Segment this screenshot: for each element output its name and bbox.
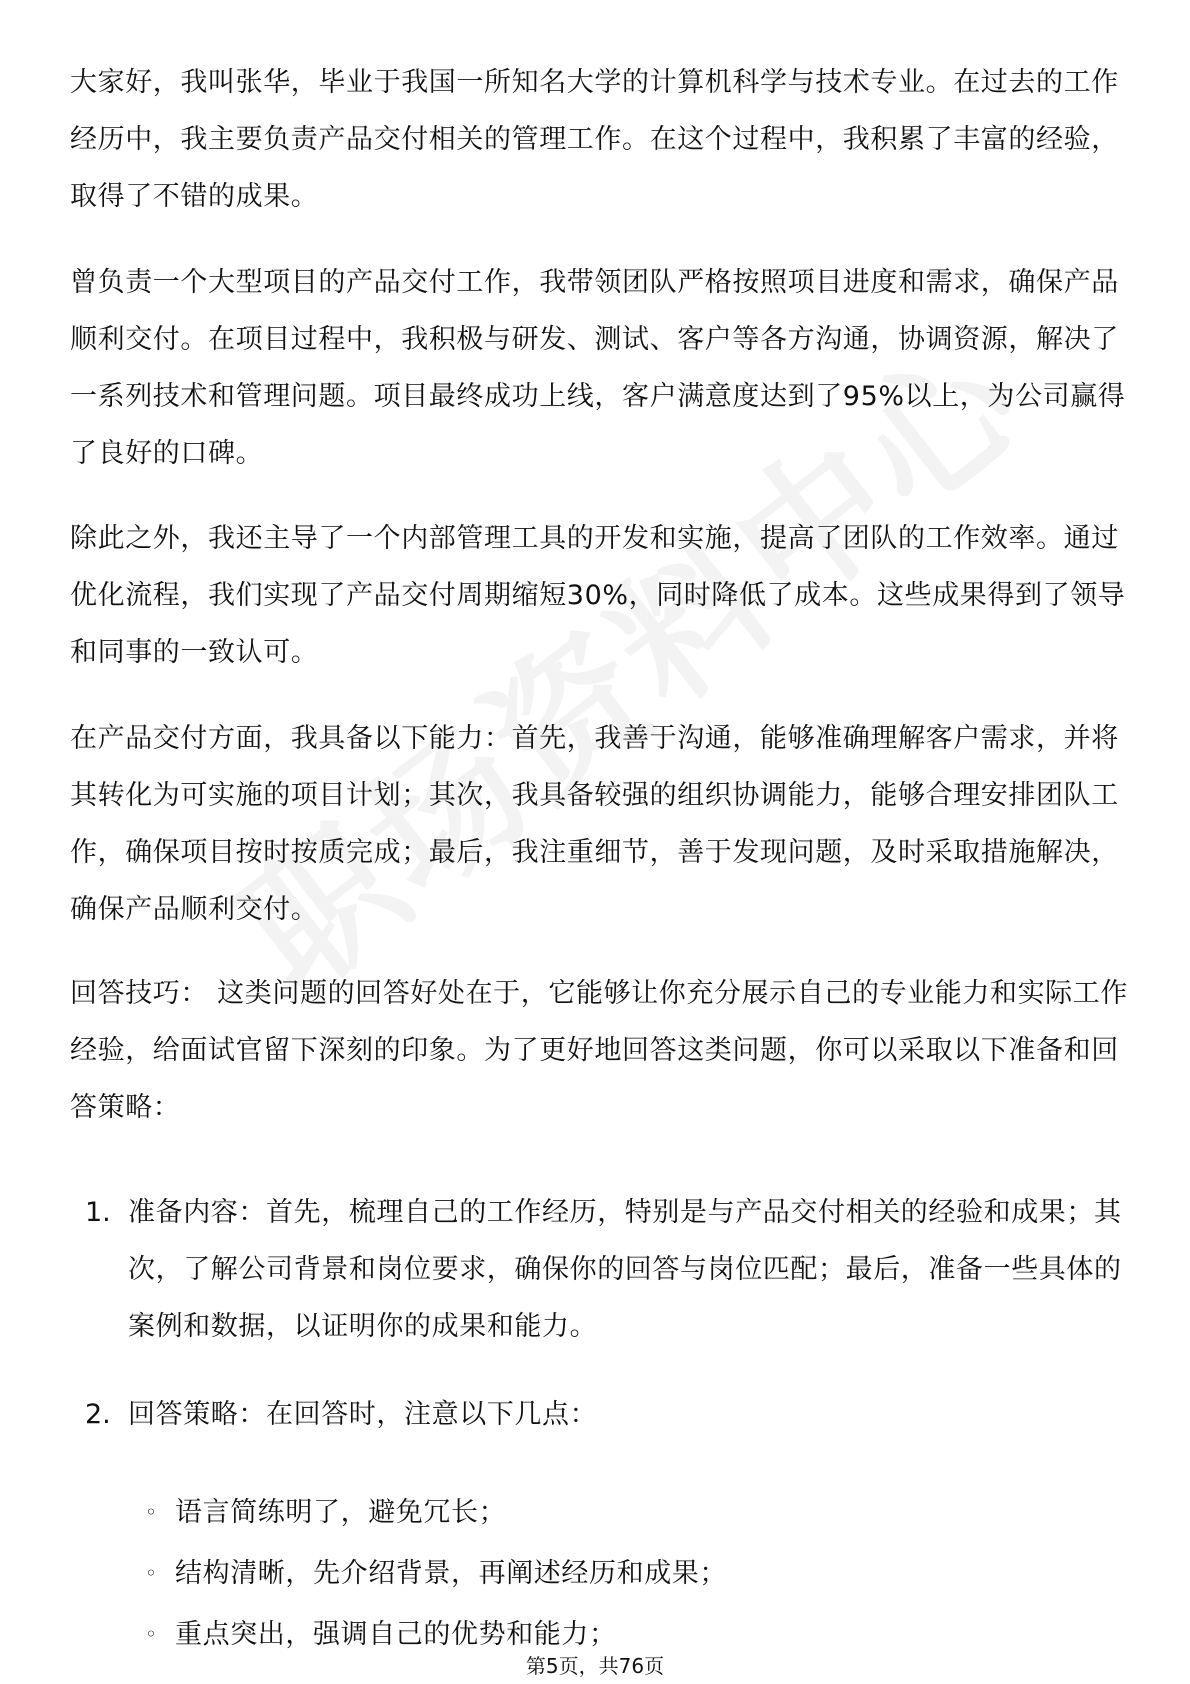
bullet-marker: ◦ [145,1561,157,1585]
sub-list-item-text: 重点突出，强调自己的优势和能力； [175,1619,617,1650]
list-item [85,1184,1125,1355]
paragraph-abilities: 在产品交付方面，我具备以下能力：首先，我善于沟通，能够准确理解客户需求，并将其转化为可实施的项目计划；其次，我具备较强的组织协调能力，能够合理安排团队工作，确保项目按时按质完成；最后，我注重细节，善于发现问题，及时采取措施解决，确保产品顺利交付。 [70,723,1119,925]
list-item [85,1386,1125,1443]
paragraph-project: 曾负责一个大型项目的产品交付工作，我带领团队严格按照项目进度和需求，确保产品顺利交付。在项目过程中，我积极与研发、测试、客户等各方沟通，协调资源，解决了一系列技术和管理问题。项目最终成功上线，客户满意度达到了95%以上，为公司赢得了良好的口碑。 [70,267,1126,469]
paragraph-tips: 回答技巧： 这类问题的回答好处在于，它能够让你充分展示自己的专业能力和实际工作经验，给面试官留下深刻的印象。为了更好地回答这类问题，你可以采取以下准备和回答策略： [70,978,1128,1123]
sub-list-item [145,1484,1125,1541]
sub-list-item [145,1545,1125,1602]
bullet-marker: ◦ [145,1622,157,1646]
list-number: 1. [85,1197,111,1228]
paragraph-intro: 大家好，我叫张华，毕业于我国一所知名大学的计算机科学与技术专业。在过去的工作经历中，我主要负责产品交付相关的管理工作。在这个过程中，我积累了丰富的经验，取得了不错的成果。 [70,67,1119,212]
list-item-text: 回答策略：在回答时，注意以下几点： [128,1399,598,1430]
sub-list-item-text: 结构清晰，先介绍背景，再阐述经历和成果； [175,1558,727,1589]
paragraph-tool: 除此之外，我还主导了一个内部管理工具的开发和实施，提高了团队的工作效率。通过优化流程，我们实现了产品交付周期缩短30%，同时降低了成本。这些成果得到了领导和同事的一致认可。 [70,523,1126,668]
sub-list-item-text: 语言简练明了，避免冗长； [175,1497,507,1528]
list-number: 2. [85,1399,111,1430]
bullet-marker: ◦ [145,1500,157,1524]
list-item-text: 准备内容：首先，梳理自己的工作经历，特别是与产品交付相关的经验和成果；其次，了解公司背景和岗位要求，确保你的回答与岗位匹配；最后，准备一些具体的案例和数据，以证明你的成果和能力。 [128,1197,1122,1342]
page-number-footer: 第5页，共76页 [525,1654,665,1678]
